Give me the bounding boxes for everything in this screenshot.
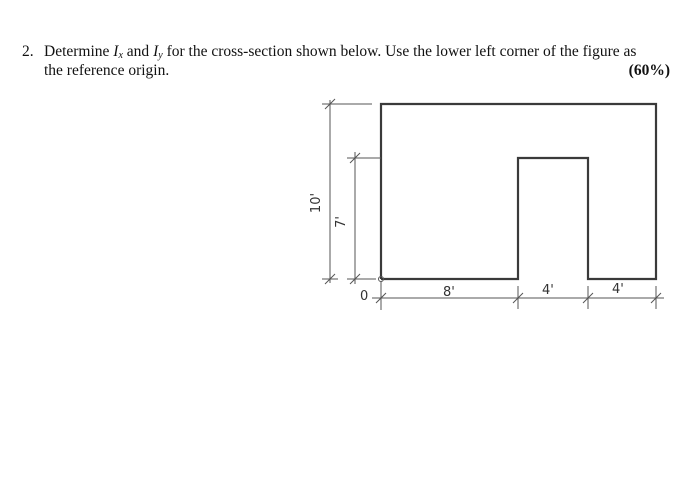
text-determine: Determine (44, 43, 114, 60)
problem-line-2: the reference origin. (44, 62, 170, 79)
origin-label: 0 (360, 289, 369, 304)
problem-weight: (60%) (628, 62, 670, 79)
dim-label-10ft: 10' (309, 192, 324, 214)
iy-subscript: y (158, 50, 163, 61)
text-rest: for the cross-section shown below. Use the lower left corner of the figure as (162, 43, 637, 60)
text-and: and (122, 43, 154, 60)
dimension-height-inner (347, 152, 381, 284)
ix-symbol: I (113, 43, 119, 60)
dim-label-4ft-middle: 4' (542, 283, 554, 298)
dimension-height-total (322, 99, 372, 284)
ix-subscript: x (118, 50, 123, 61)
dim-label-4ft-right: 4' (612, 282, 624, 297)
problem-number: 2. (22, 43, 34, 60)
iy-symbol: I (153, 43, 159, 60)
dim-label-8ft: 8' (443, 285, 455, 300)
cross-section-outline (381, 104, 656, 279)
dim-label-7ft: 7' (334, 216, 349, 228)
